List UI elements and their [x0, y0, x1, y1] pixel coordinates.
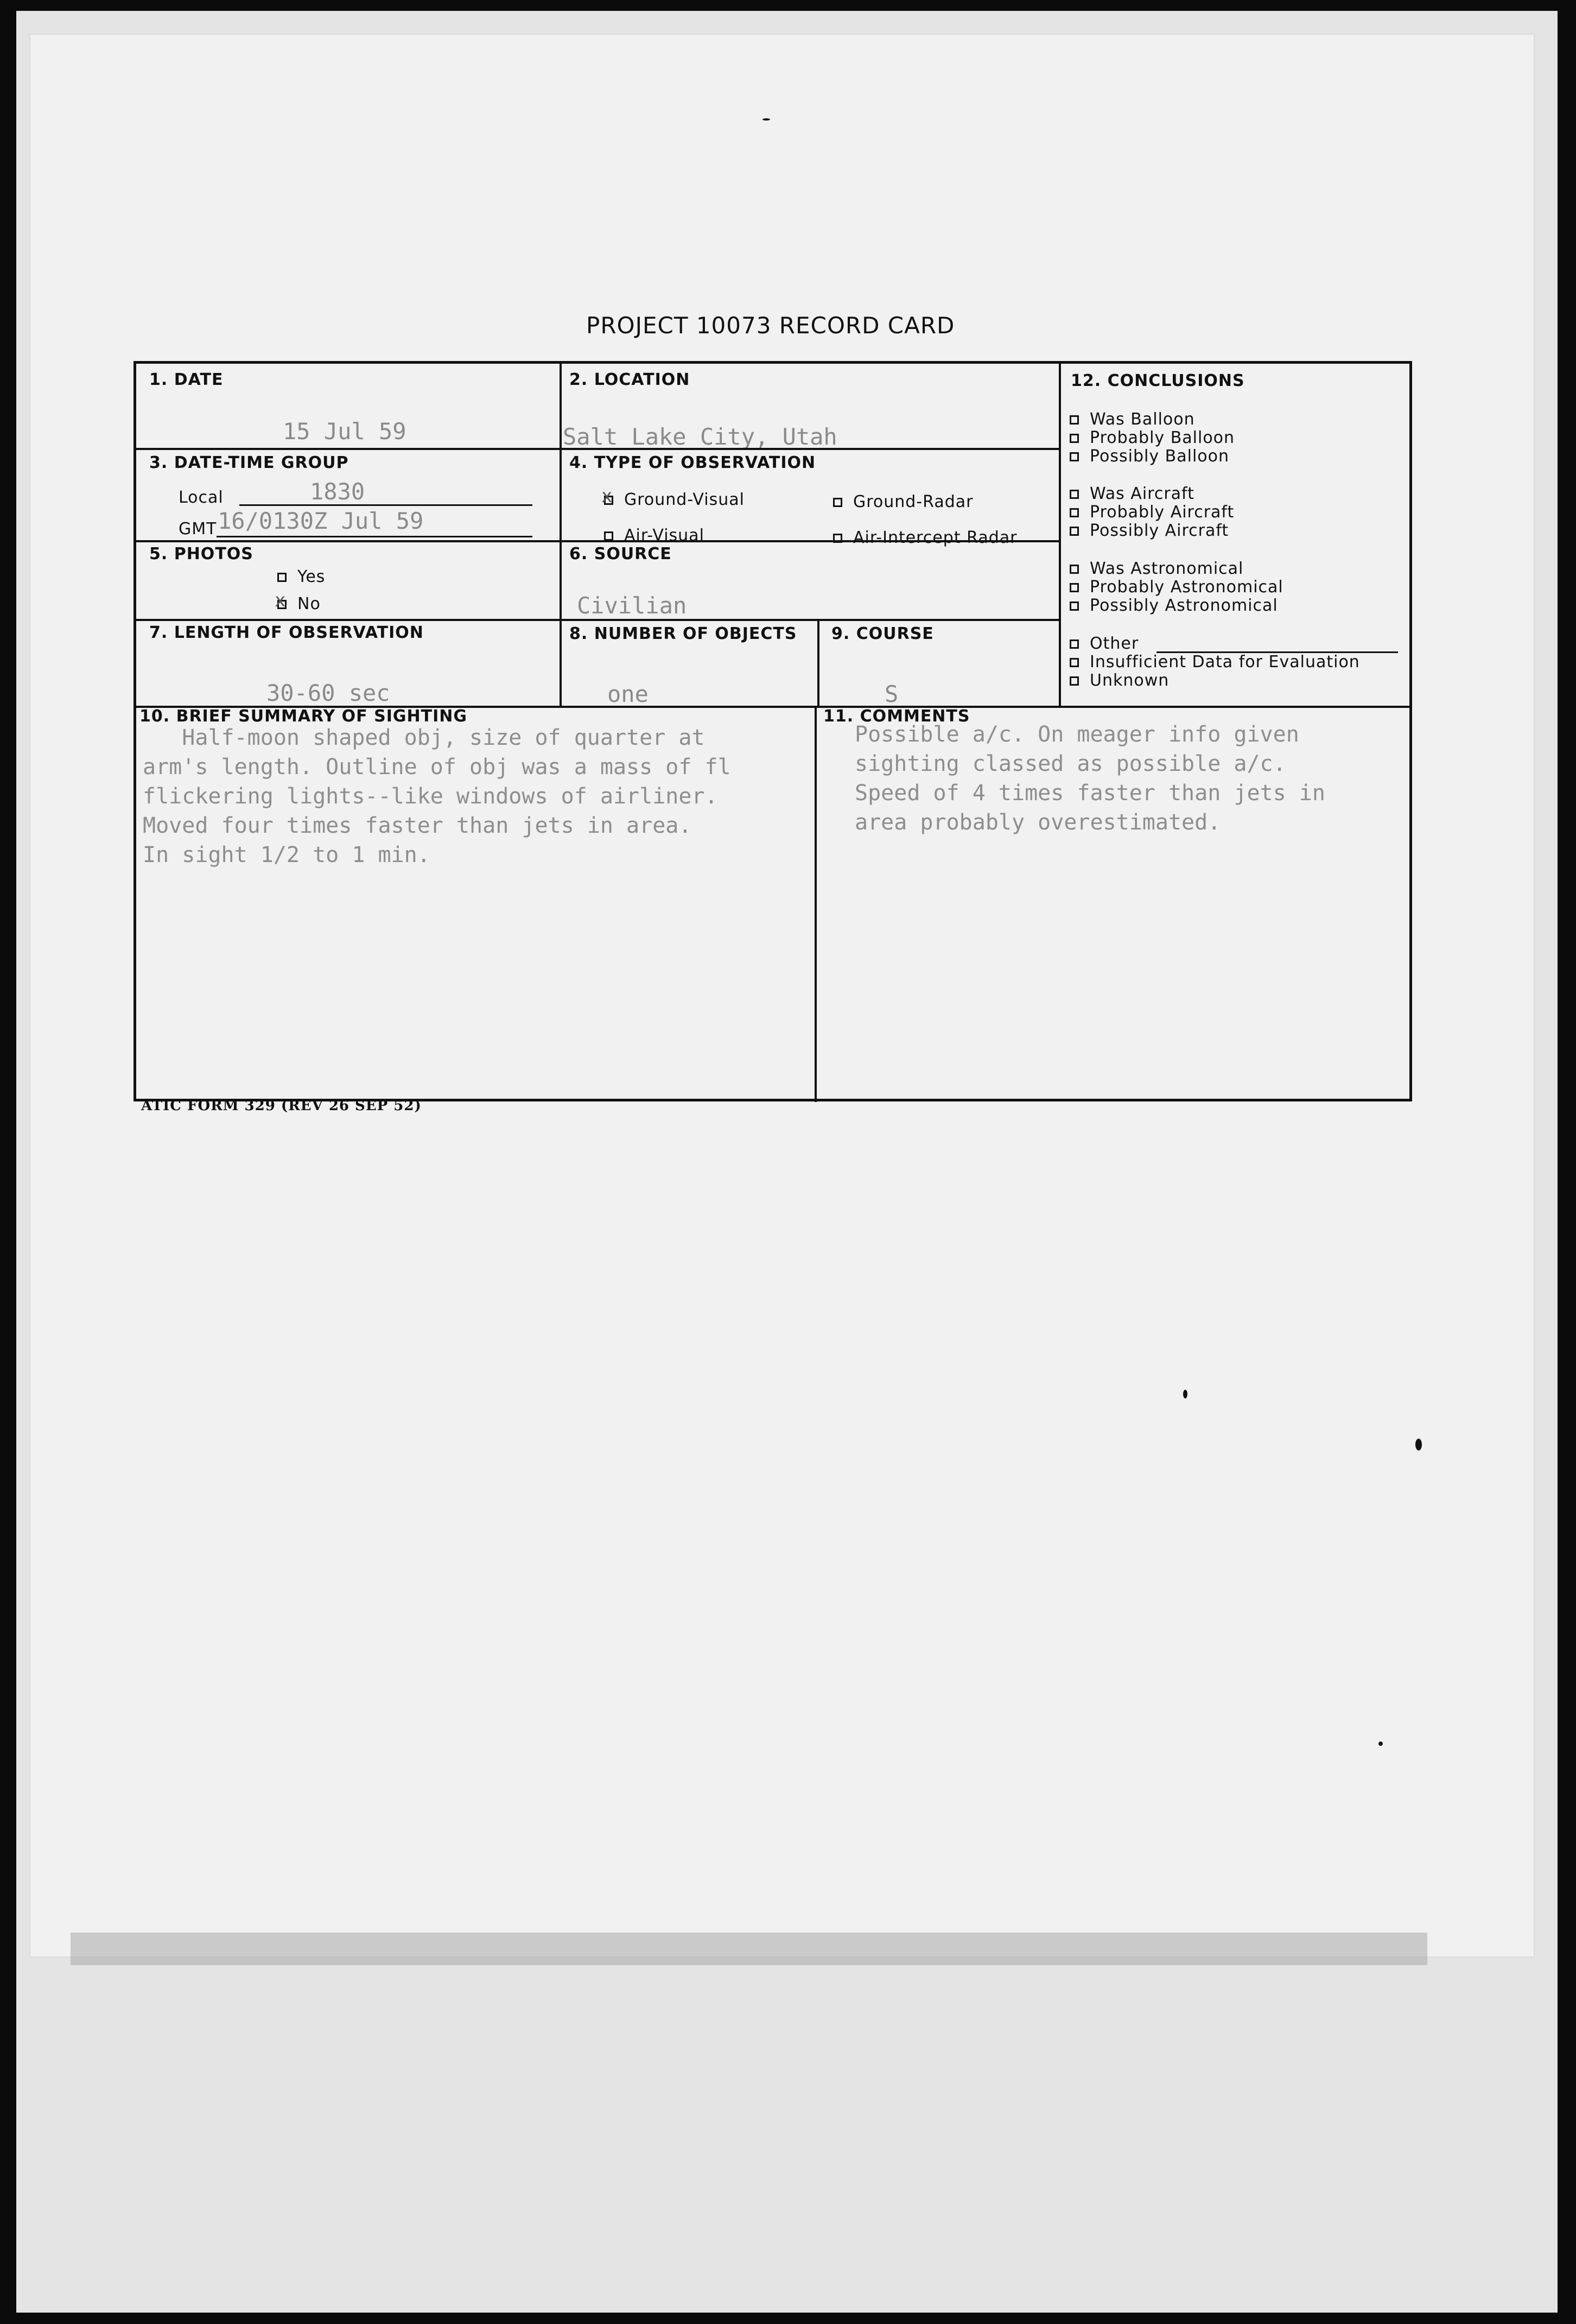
gmt-line	[217, 536, 532, 537]
option-photos-yes[interactable]: Yes	[277, 567, 325, 586]
conclusion-was-balloon[interactable]: Was Balloon	[1070, 410, 1195, 429]
course-box	[817, 619, 1059, 706]
option-air-visual[interactable]: Air-Visual	[604, 526, 704, 545]
scan-speck	[1183, 1390, 1187, 1398]
source-box	[560, 540, 1059, 619]
conclusion-possibly-aircraft[interactable]: Possibly Aircraft	[1070, 521, 1229, 540]
number-of-objects-value: one	[607, 681, 649, 707]
option-ground-visual[interactable]: xGround-Visual	[604, 490, 745, 509]
location-label: 2. LOCATION	[569, 370, 690, 389]
source-label: 6. SOURCE	[569, 544, 672, 563]
scan-speck	[762, 118, 770, 121]
course-value: S	[885, 681, 899, 707]
checkbox-was-astronomical[interactable]	[1070, 565, 1079, 574]
photos-box	[136, 540, 560, 619]
length-of-observation-box	[136, 619, 560, 706]
local-label: Local	[179, 488, 224, 507]
conclusion-other[interactable]: Other	[1070, 634, 1139, 653]
date-box	[136, 364, 560, 448]
option-photos-no[interactable]: xNo	[277, 594, 321, 613]
checkbox-probably-astronomical[interactable]	[1070, 583, 1079, 592]
summary-box	[136, 706, 815, 1102]
date-time-group-label: 3. DATE-TIME GROUP	[149, 453, 349, 472]
conclusion-was-aircraft[interactable]: Was Aircraft	[1070, 484, 1194, 503]
checkbox-unknown[interactable]	[1070, 676, 1079, 686]
number-of-objects-box	[560, 619, 817, 706]
gmt-value: 16/0130Z Jul 59	[218, 508, 424, 534]
sheet-shadow	[71, 1933, 1427, 1965]
conclusion-unknown[interactable]: Unknown	[1070, 671, 1169, 690]
scan-speck	[1378, 1742, 1383, 1746]
checkbox-possibly-astronomical[interactable]	[1070, 601, 1079, 611]
checkbox-probably-aircraft[interactable]	[1070, 508, 1079, 517]
option-air-intercept-radar[interactable]: Air-Intercept Radar	[833, 528, 1017, 547]
card-title: PROJECT 10073 RECORD CARD	[586, 312, 955, 339]
conclusion-probably-balloon[interactable]: Probably Balloon	[1070, 428, 1235, 447]
date-value: 15 Jul 59	[283, 418, 406, 445]
type-of-observation-label: 4. TYPE OF OBSERVATION	[569, 453, 816, 472]
option-ground-radar[interactable]: Ground-Radar	[833, 492, 974, 511]
date-label: 1. DATE	[149, 370, 224, 389]
location-value: Salt Lake City, Utah	[563, 423, 837, 450]
conclusion-probably-astronomical[interactable]: Probably Astronomical	[1070, 578, 1283, 597]
checkbox-insufficient-data[interactable]	[1070, 658, 1079, 667]
comments-text: Possible a/c. On meager info given sighting classed as possible a/c. Speed of 4 times faster than jets in area probably overestimated.	[855, 722, 1325, 835]
conclusion-probably-aircraft[interactable]: Probably Aircraft	[1070, 503, 1234, 522]
checkbox-possibly-balloon[interactable]	[1070, 452, 1079, 461]
summary-text: Half-moon shaped obj, size of quarter at arm's length. Outline of obj was a mass of fl flickering lights--like windows of airliner. Moved four times faster than jets in area. In sight 1/2 to 1 min.	[143, 725, 731, 867]
record-card-form	[134, 361, 1412, 1101]
local-line	[239, 504, 532, 506]
form-number: ATIC FORM 329 (REV 26 SEP 52)	[141, 1098, 422, 1114]
checkbox-was-aircraft[interactable]	[1070, 490, 1079, 499]
course-label: 9. COURSE	[831, 624, 934, 643]
checkbox-ground-radar[interactable]	[833, 498, 842, 507]
length-of-observation-value: 30-60 sec	[266, 680, 390, 706]
summary-label: 10. BRIEF SUMMARY OF SIGHTING	[139, 707, 467, 726]
number-of-objects-label: 8. NUMBER OF OBJECTS	[569, 624, 797, 643]
local-value: 1830	[310, 478, 365, 505]
conclusion-possibly-balloon[interactable]: Possibly Balloon	[1070, 447, 1229, 466]
checkbox-possibly-aircraft[interactable]	[1070, 527, 1079, 536]
checkbox-air-visual[interactable]	[604, 531, 613, 541]
comments-label: 11. COMMENTS	[823, 707, 970, 726]
photos-label: 5. PHOTOS	[149, 544, 253, 563]
conclusion-insufficient-data[interactable]: Insufficient Data for Evaluation	[1070, 653, 1360, 672]
source-value: Civilian	[577, 592, 687, 619]
conclusion-was-astronomical[interactable]: Was Astronomical	[1070, 559, 1243, 578]
comments-box	[815, 706, 1412, 1102]
location-box	[560, 364, 1059, 448]
checkbox-probably-balloon[interactable]	[1070, 434, 1079, 443]
date-time-group-box	[136, 448, 560, 540]
length-of-observation-label: 7. LENGTH OF OBSERVATION	[149, 623, 424, 642]
checkbox-photos-no[interactable]	[277, 600, 287, 609]
type-of-observation-box	[560, 448, 1059, 547]
checkbox-photos-yes[interactable]	[277, 573, 287, 582]
gmt-label: GMT	[179, 520, 217, 539]
conclusion-possibly-astronomical[interactable]: Possibly Astronomical	[1070, 596, 1278, 615]
checkbox-was-balloon[interactable]	[1070, 415, 1079, 425]
checkbox-other[interactable]	[1070, 639, 1079, 649]
conclusions-label: 12. CONCLUSIONS	[1071, 371, 1245, 390]
checkbox-ground-visual[interactable]	[604, 496, 613, 505]
scan-speck	[1415, 1439, 1422, 1451]
